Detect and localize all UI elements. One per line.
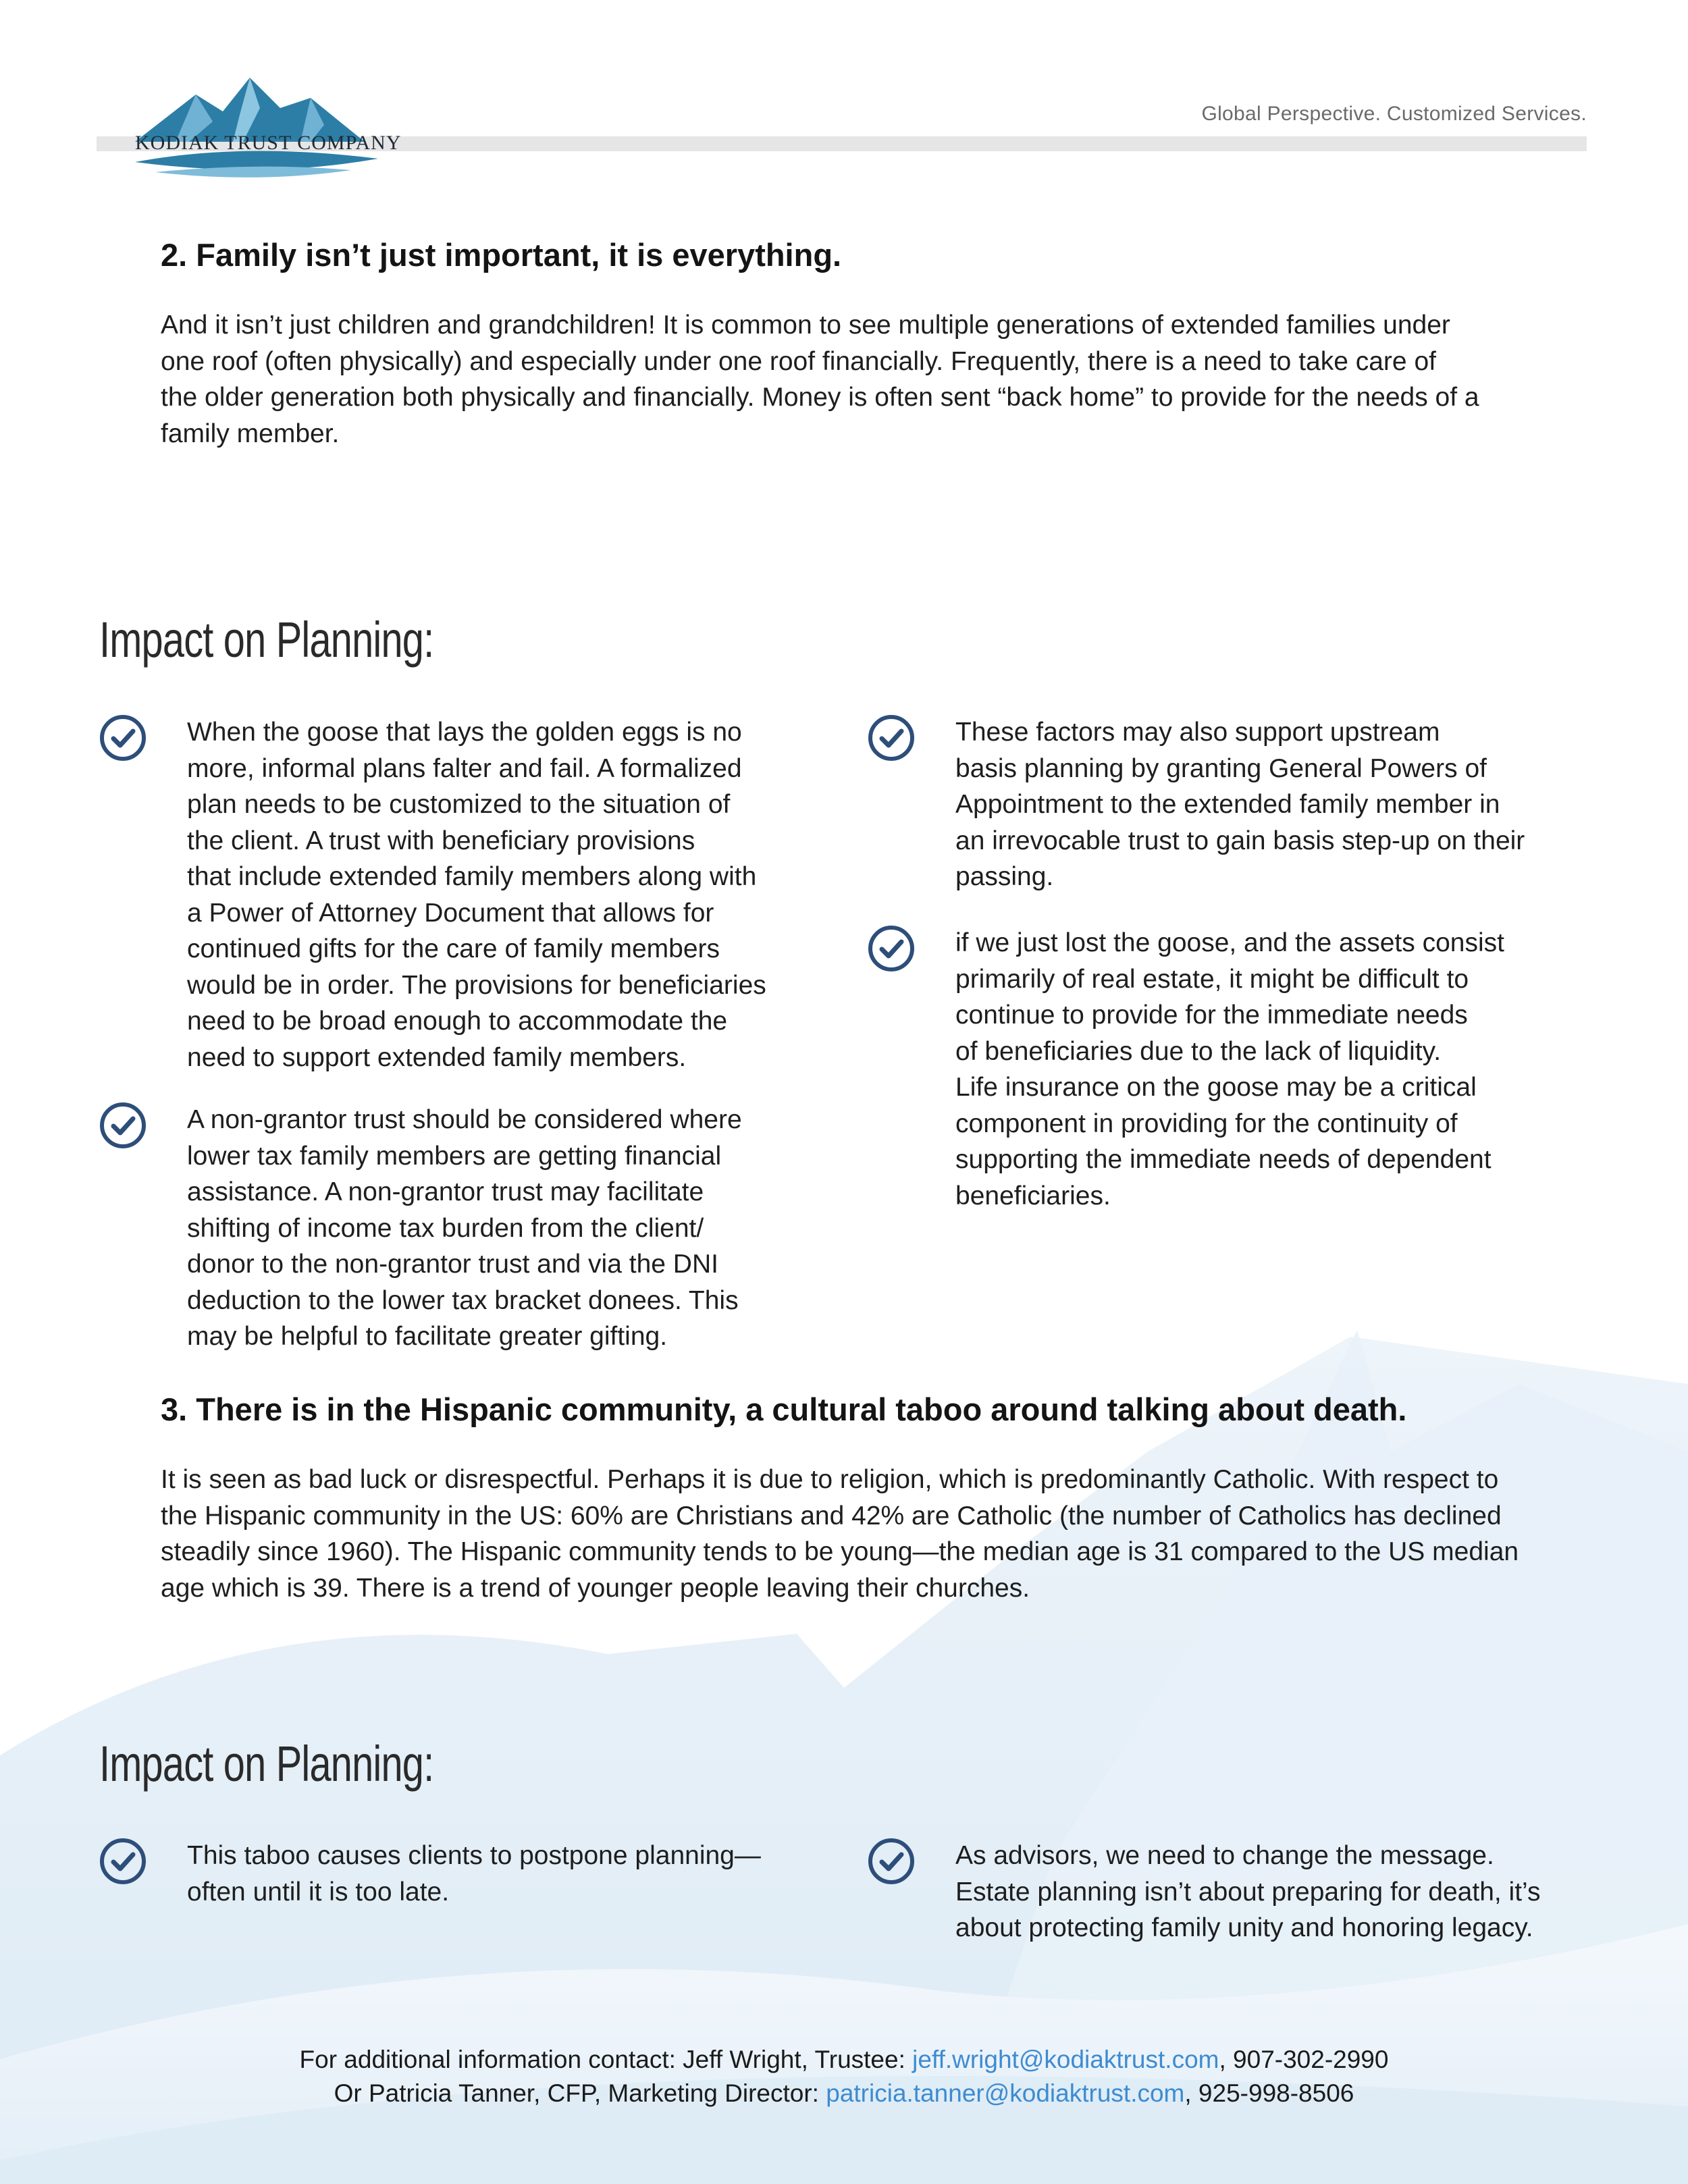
item-line: lower tax family members are getting financial (187, 1141, 722, 1171)
section-3-heading: 3. There is in the Hispanic community, a cultural taboo around talking about death. (161, 1391, 1407, 1427)
item-line: that include extended family members along with (187, 862, 757, 891)
item-line: Appointment to the extended family member in (955, 790, 1500, 819)
item-line: shifting of income tax burden from the client/ (187, 1213, 704, 1243)
item-line: would be in order. The provisions for beneficiaries (187, 970, 766, 1000)
impact-on-planning-heading: Impact on Planning: (99, 1736, 434, 1792)
check-circle-icon (99, 1102, 147, 1149)
item-line: basis planning by granting General Powers of (955, 753, 1487, 783)
item-line: deduction to the lower tax bracket donees. This (187, 1285, 739, 1315)
patricia-email-link[interactable]: patricia.tanner@kodiaktrust.com (826, 2079, 1185, 2107)
jeff-email-link[interactable]: jeff.wright@kodiaktrust.com (912, 2046, 1219, 2073)
item-line: beneficiaries. (955, 1181, 1111, 1210)
check-circle-icon (99, 714, 147, 762)
kodiak-mountain-logo (95, 68, 473, 182)
item-line: about protecting family unity and honoring legacy. (955, 1913, 1533, 1942)
item-line: supporting the immediate needs of dependent (955, 1145, 1492, 1174)
check-circle-icon (868, 925, 915, 972)
paragraph-line: It is seen as bad luck or disrespectful. Perhaps it is due to religion, which is predominantly Catholic. With respect to (161, 1465, 1499, 1494)
item-line: continued gifts for the care of family members (187, 934, 720, 963)
paragraph-line: family member. (161, 419, 340, 448)
paragraph-line: the Hispanic community in the US: 60% are Christians and 42% are Catholic (the number of Catholics has declined (161, 1501, 1502, 1530)
footer-phone: , 925-998-8506 (1184, 2079, 1354, 2107)
paragraph-line: one roof (often physically) and especially under one roof financially. Frequently, there is a need to take care of (161, 346, 1436, 376)
item-line: a Power of Attorney Document that allows for (187, 898, 714, 928)
item-line: need to be broad enough to accommodate the (187, 1007, 728, 1036)
item-line: of beneficiaries due to the lack of liquidity. (955, 1036, 1442, 1066)
item-line: often until it is too late. (187, 1877, 450, 1907)
section-2-paragraph (161, 307, 1479, 452)
check-circle-icon (868, 1838, 915, 1885)
item-line: may be helpful to facilitate greater gifting. (187, 1322, 668, 1351)
item-line: primarily of real estate, it might be difficult to (955, 964, 1469, 994)
tagline: Global Perspective. Customized Services. (1201, 103, 1587, 125)
paragraph-line: age which is 39. There is a trend of younger people leaving their churches. (161, 1573, 1030, 1603)
item-line: As advisors, we need to change the message. (955, 1841, 1494, 1870)
section-2-heading: 2. Family isn’t just important, it is everything. (161, 237, 842, 273)
footer-contact-line-2 (0, 2079, 1688, 2108)
section-3-paragraph (161, 1462, 1519, 1606)
paragraph-line: steadily since 1960). The Hispanic community tends to be young—the median age is 31 compared to the US median (161, 1537, 1519, 1566)
item-line: more, informal plans falter and fail. A formalized (187, 753, 742, 783)
item-line: A non-grantor trust should be considered where (187, 1105, 742, 1134)
footer-contact-label: For additional information contact: Jeff Wright, Trustee: (299, 2046, 913, 2073)
item-line: assistance. A non-grantor trust may facilitate (187, 1177, 704, 1206)
item-line: This taboo causes clients to postpone planning— (187, 1841, 761, 1870)
item-line: donor to the non-grantor trust and via the DNI (187, 1250, 718, 1279)
company-name: KODIAK TRUST COMPANY (135, 132, 402, 154)
footer-contact-label: Or Patricia Tanner, CFP, Marketing Director: (334, 2079, 826, 2107)
item-line: Life insurance on the goose may be a critical (955, 1073, 1477, 1102)
impact-on-planning-heading: Impact on Planning: (99, 612, 434, 668)
item-line: need to support extended family members. (187, 1042, 687, 1072)
item-line: if we just lost the goose, and the assets consist (955, 928, 1504, 957)
item-line: component in providing for the continuity of (955, 1109, 1458, 1138)
item-line: When the goose that lays the golden eggs is no (187, 718, 742, 747)
item-line: continue to provide for the immediate needs (955, 1001, 1468, 1030)
item-line: passing. (955, 862, 1054, 891)
item-line: an irrevocable trust to gain basis step-up on their (955, 826, 1525, 855)
footer-phone: , 907-302-2990 (1219, 2046, 1389, 2073)
check-circle-icon (99, 1838, 147, 1885)
item-line: Estate planning isn’t about preparing for death, it’s (955, 1877, 1541, 1907)
footer-contact-line-1 (0, 2046, 1688, 2074)
item-line: These factors may also support upstream (955, 718, 1440, 747)
item-line: plan needs to be customized to the situation of (187, 790, 731, 819)
paragraph-line: the older generation both physically and financially. Money is often sent “back home” to provide for the needs of a (161, 383, 1479, 412)
paragraph-line: And it isn’t just children and grandchildren! It is common to see multiple generations of extended families under (161, 311, 1450, 340)
check-circle-icon (868, 714, 915, 762)
item-line: the client. A trust with beneficiary provisions (187, 826, 695, 855)
